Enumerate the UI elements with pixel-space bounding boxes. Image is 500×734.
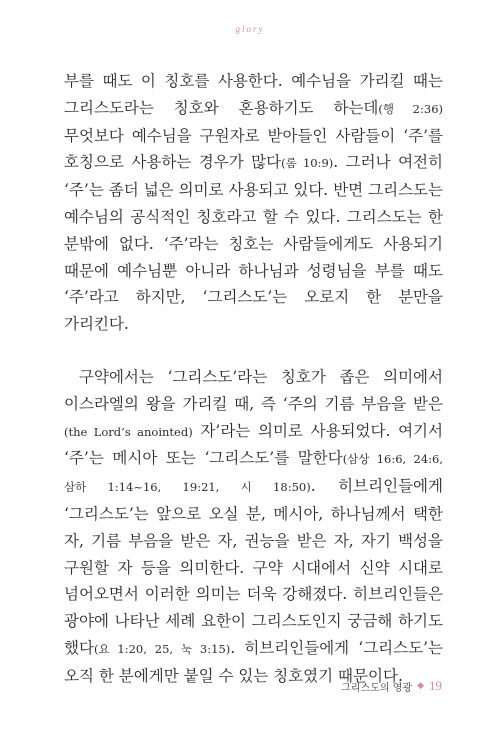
- paragraph-text: . 그러나 여전히 ‘주’는 좀더 넓은 의미로 사용되고 있다. 반면 그리스도는 예수님의 공식적인 칭호라고 할 수 있다. 그리스도는 한 분밖에 없다. ‘주’라는 칭호는 사람들에게도 사용되기 때문에 예수님뿐 아니라 하나님과 성령님을 부를 때도 ‘주’라고 하지만, ‘그리스도’는 오로지 한 분만을 가리킨다.: [64, 153, 443, 334]
- paragraph-1: [64, 68, 443, 338]
- scripture-reference: (행 2:36): [378, 101, 443, 116]
- chapter-title: 그리스도의 영광: [341, 682, 413, 694]
- scripture-reference: (삼상 16:6, 24:6, 삼하 1:14~16, 19:21, 시 18:50): [64, 452, 443, 495]
- scripture-reference: (요 1:20, 25, 눅 3:15): [93, 641, 231, 656]
- paragraph-text: 자’라는 의미로 사용되었다. 여기서 ‘주’는 메시아 또는 ‘그리스도’를 말한다: [64, 421, 444, 468]
- english-gloss: (the Lord’s anointed): [64, 424, 193, 439]
- page-number: 19: [429, 678, 442, 693]
- paragraph-text: 무엇보다 예수님을 구원자로 받아들인 사람들이 ‘주’를 호칭으로 사용하는 경우가 많다: [64, 126, 443, 172]
- body-text: [64, 68, 443, 690]
- diamond-icon: ◆: [417, 681, 424, 691]
- paragraph-text: . 히브리인들에게 ‘그리스도’는 오직 한 분에게만 붙일 수 있는 칭호였기 때문이다.: [64, 638, 444, 685]
- scripture-reference: (롬 10:9): [281, 156, 334, 171]
- paragraph-text: 부를 때도 이 칭호를 사용한다. 예수님을 가리킬 때는 그리스도라는 칭호와 혼용하기도 하는데: [64, 72, 443, 117]
- paragraph-text: 구약에서는 ‘그리스도’라는 칭호가 좁은 의미에서 이스라엘의 왕을 가리킬 때, 즉 ‘주의 기름 부음을 받은: [64, 367, 443, 413]
- running-head: glory: [235, 24, 265, 34]
- paragraph-2: [64, 364, 443, 690]
- page-footer: [341, 678, 442, 694]
- paragraph-text: . 히브리인들에게 ‘그리스도’는 앞으로 오실 분, 메시아, 하나님께서 택한 자, 기름 부음을 받은 자, 권능을 받은 자, 자기 백성을 구원할 자 등을 의미한다. 구약 시대에서 신약 시대로 넘어오면서 이러한 의미는 더욱 강해졌다. 히브리인들은 광야에 나타난 세례 요한이 그리스도인지 궁금해 하기도 했다: [64, 477, 443, 657]
